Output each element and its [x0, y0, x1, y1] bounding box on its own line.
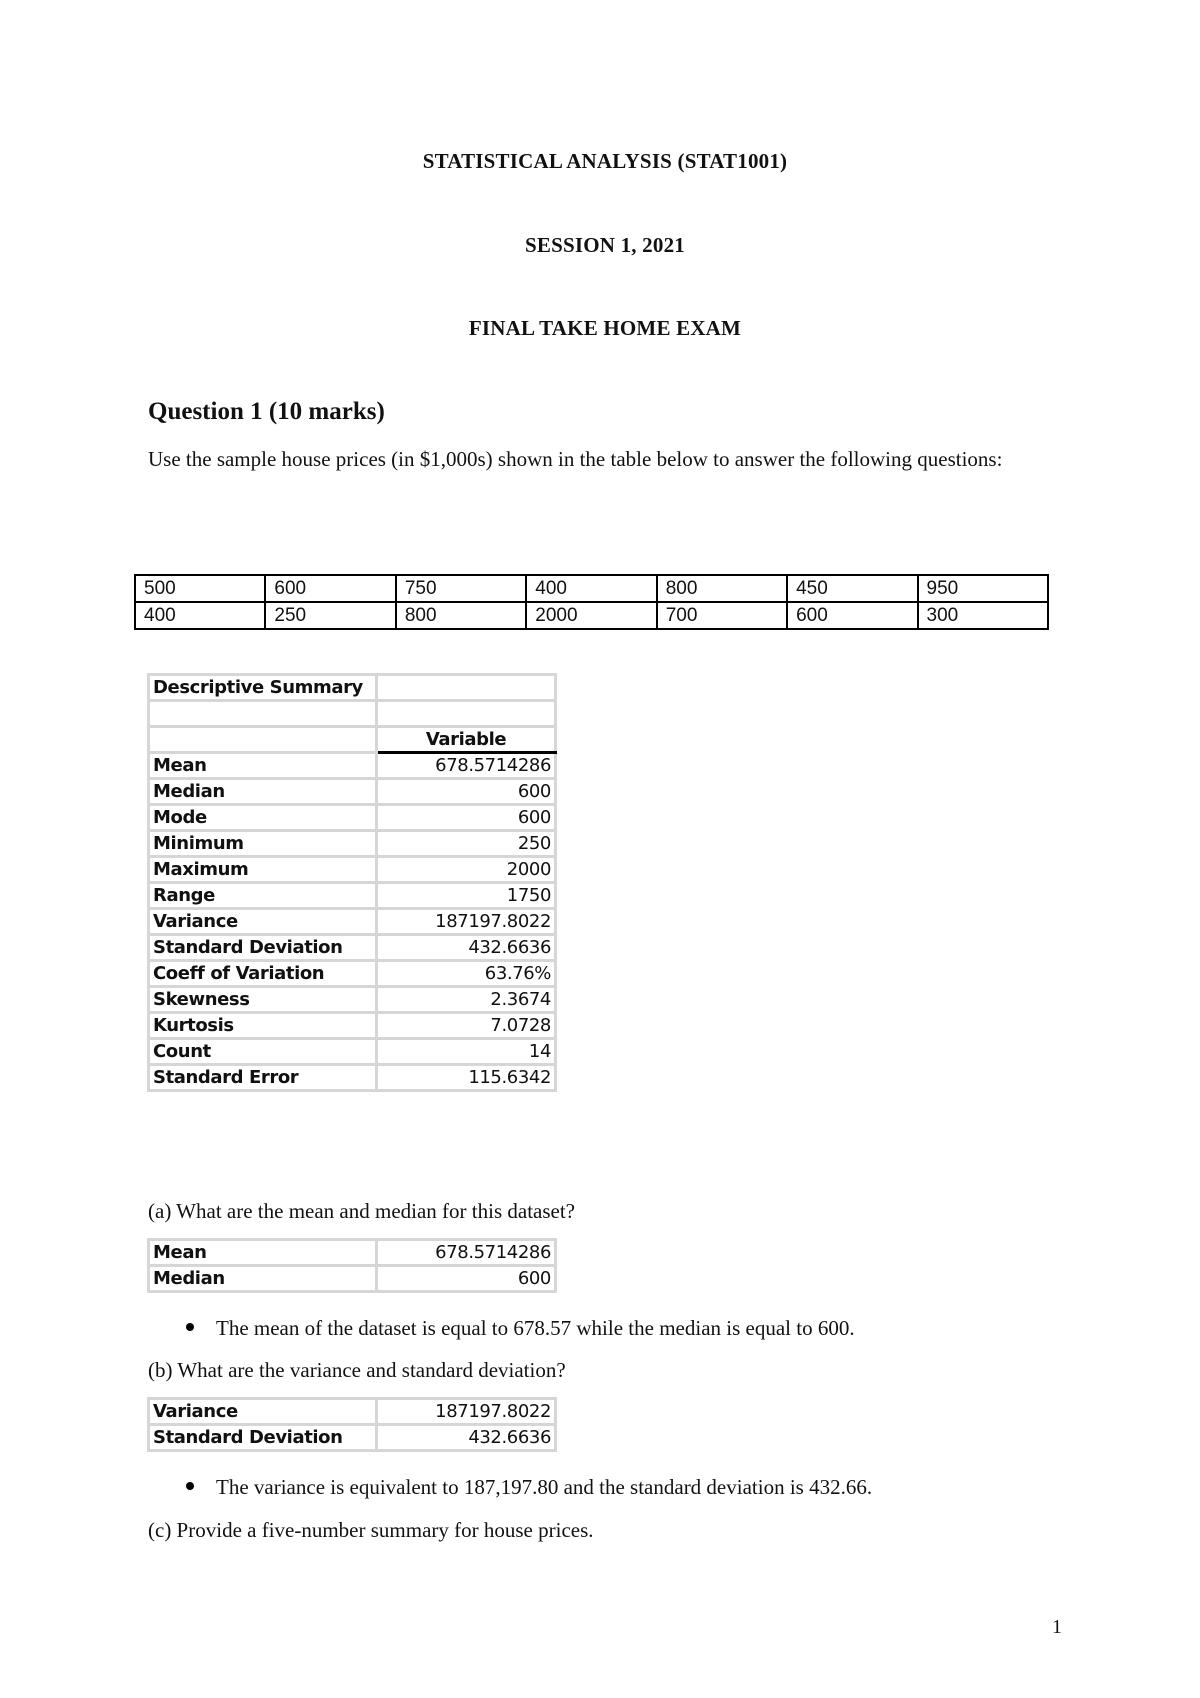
table-row	[149, 909, 556, 935]
stat-label: Median	[149, 1266, 377, 1292]
part-a-question: (a) What are the mean and median for this dataset?	[148, 1199, 576, 1223]
stat-label: Variance	[149, 1399, 377, 1425]
part-b-question: (b) What are the variance and standard deviation?	[148, 1358, 566, 1382]
stat-value: 678.5714286	[377, 1240, 556, 1266]
answer-text: The variance is equivalent to 187,197.80 and the standard deviation is 432.66.	[216, 1475, 873, 1499]
table-cell	[149, 701, 377, 727]
stat-value: 678.5714286	[377, 753, 556, 779]
part-a-answer	[186, 1316, 855, 1341]
table-row	[149, 1013, 556, 1039]
stat-label: Minimum	[149, 831, 377, 857]
stat-label: Range	[149, 883, 377, 909]
table-row	[149, 1266, 556, 1292]
exam-title: FINAL TAKE HOME EXAM	[468, 316, 742, 340]
table-cell: 400	[135, 602, 265, 629]
stat-value: 187197.8022	[377, 1399, 556, 1425]
table-cell: 500	[135, 575, 265, 602]
stat-value: 115.6342	[377, 1065, 556, 1091]
table-cell: 800	[396, 602, 526, 629]
table-row	[149, 1065, 556, 1091]
session-label: SESSION 1, 2021	[525, 233, 685, 257]
table-row	[149, 675, 556, 701]
page-number: 1	[1052, 1616, 1062, 1638]
summary-title: Descriptive Summary	[149, 675, 377, 701]
table-row	[149, 1039, 556, 1065]
stat-value: 600	[377, 1266, 556, 1292]
descriptive-summary-table	[147, 673, 557, 1092]
table-row	[135, 575, 1048, 602]
stat-value: 7.0728	[377, 1013, 556, 1039]
part-b-table	[147, 1397, 557, 1452]
table-cell: 300	[918, 602, 1048, 629]
table-row	[149, 857, 556, 883]
table-row	[149, 1240, 556, 1266]
table-row	[149, 831, 556, 857]
stat-value: 600	[377, 779, 556, 805]
bullet-icon	[186, 1482, 194, 1490]
column-header: Variable	[377, 727, 556, 753]
stat-label: Mean	[149, 1240, 377, 1266]
part-c-question: (c) Provide a five-number summary for house prices.	[148, 1518, 594, 1542]
table-row	[149, 961, 556, 987]
table-cell	[377, 701, 556, 727]
table-cell	[377, 675, 556, 701]
table-row	[149, 753, 556, 779]
bullet-icon	[186, 1323, 194, 1331]
stat-label: Mean	[149, 753, 377, 779]
stat-label: Maximum	[149, 857, 377, 883]
stat-label: Median	[149, 779, 377, 805]
table-row	[149, 883, 556, 909]
stat-value: 2000	[377, 857, 556, 883]
stat-value: 250	[377, 831, 556, 857]
table-row	[149, 935, 556, 961]
question-heading: Question 1 (10 marks)	[148, 398, 385, 425]
table-row	[149, 1425, 556, 1451]
table-cell: 700	[657, 602, 787, 629]
stat-label: Standard Deviation	[149, 935, 377, 961]
table-cell: 800	[657, 575, 787, 602]
stat-value: 2.3674	[377, 987, 556, 1013]
question-intro: Use the sample house prices (in $1,000s) shown in the table below to answer the following questions:	[148, 447, 1003, 471]
table-row	[149, 701, 556, 727]
table-cell: 450	[787, 575, 917, 602]
table-row	[149, 805, 556, 831]
house-price-table	[134, 574, 1049, 630]
table-row	[149, 1399, 556, 1425]
stat-label: Kurtosis	[149, 1013, 377, 1039]
table-cell: 600	[265, 575, 395, 602]
stat-value: 600	[377, 805, 556, 831]
stat-value: 63.76%	[377, 961, 556, 987]
stat-label: Count	[149, 1039, 377, 1065]
table-row	[149, 727, 556, 753]
table-cell: 400	[526, 575, 656, 602]
table-cell: 2000	[526, 602, 656, 629]
part-a-table	[147, 1238, 557, 1293]
table-cell: 600	[787, 602, 917, 629]
table-row	[149, 779, 556, 805]
table-cell: 950	[918, 575, 1048, 602]
table-row	[149, 987, 556, 1013]
table-cell: 750	[396, 575, 526, 602]
stat-label: Variance	[149, 909, 377, 935]
stat-label: Coeff of Variation	[149, 961, 377, 987]
stat-value: 187197.8022	[377, 909, 556, 935]
stat-label: Skewness	[149, 987, 377, 1013]
part-b-answer	[186, 1475, 872, 1500]
stat-value: 14	[377, 1039, 556, 1065]
table-cell: 250	[265, 602, 395, 629]
table-row	[135, 602, 1048, 629]
stat-value: 1750	[377, 883, 556, 909]
answer-text: The mean of the dataset is equal to 678.57 while the median is equal to 600.	[216, 1316, 855, 1340]
stat-label: Standard Deviation	[149, 1425, 377, 1451]
table-cell	[149, 727, 377, 753]
stat-value: 432.6636	[377, 935, 556, 961]
stat-value: 432.6636	[377, 1425, 556, 1451]
course-title: STATISTICAL ANALYSIS (STAT1001)	[422, 149, 788, 173]
stat-label: Standard Error	[149, 1065, 377, 1091]
stat-label: Mode	[149, 805, 377, 831]
